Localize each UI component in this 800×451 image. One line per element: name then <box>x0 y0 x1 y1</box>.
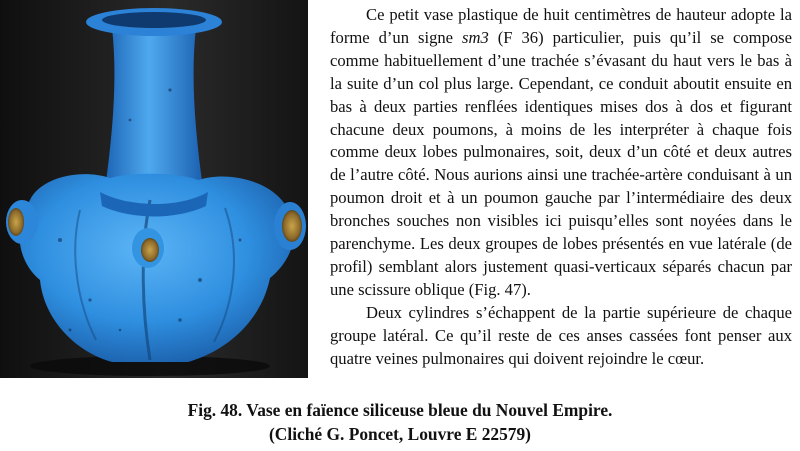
caption-title: Fig. 48. Vase en faïence siliceuse bleue du Nouvel Empire. <box>187 400 613 420</box>
figure-caption <box>0 398 800 446</box>
body-text <box>330 4 792 371</box>
caption-credit: (Cliché G. Poncet, Louvre E 22579) <box>269 424 531 444</box>
paragraph-2: Deux cylindres s’échappent de la partie supérieure de chaque groupe latéral. Ce qu’il reste de ces anses cassées font penser aux quatre veines pulmonaires qui doivent rejoindre le cœur. <box>330 302 792 368</box>
paragraph-1: Ce petit vase plastique de huit centimètres de hauteur adopte la forme d’un signe sm3 (F 36) particulier, puis qu’il se compose comme habituellement d’une trachée s’évasant du haut vers le bas à la suite d’un col plus large. Cependant, ce conduit aboutit ensuite en bas à deux parties renflées identiques mises dos à dos et figurant chacune deux poumons, à moins de les interpréter à chaque fois comme deux lobes pulmonaires, soit, deux d’un côté et deux autres de l’autre côté. Nous aurions ainsi une trachée-artère conduisant à un poumon droit et à un poumon gauche par l’intermédiaire des deux bronches souches non visibles ici puisqu’elles sont noyées dans le parenchyme. Les deux groupes de lobes présentés en vue latérale (de profil) semblant alors justement quasi-verticaux séparés chacun par une scissure oblique (Fig. 47). <box>330 5 792 299</box>
blue-faience-vase-image <box>0 0 308 378</box>
figure-photo <box>0 0 308 378</box>
